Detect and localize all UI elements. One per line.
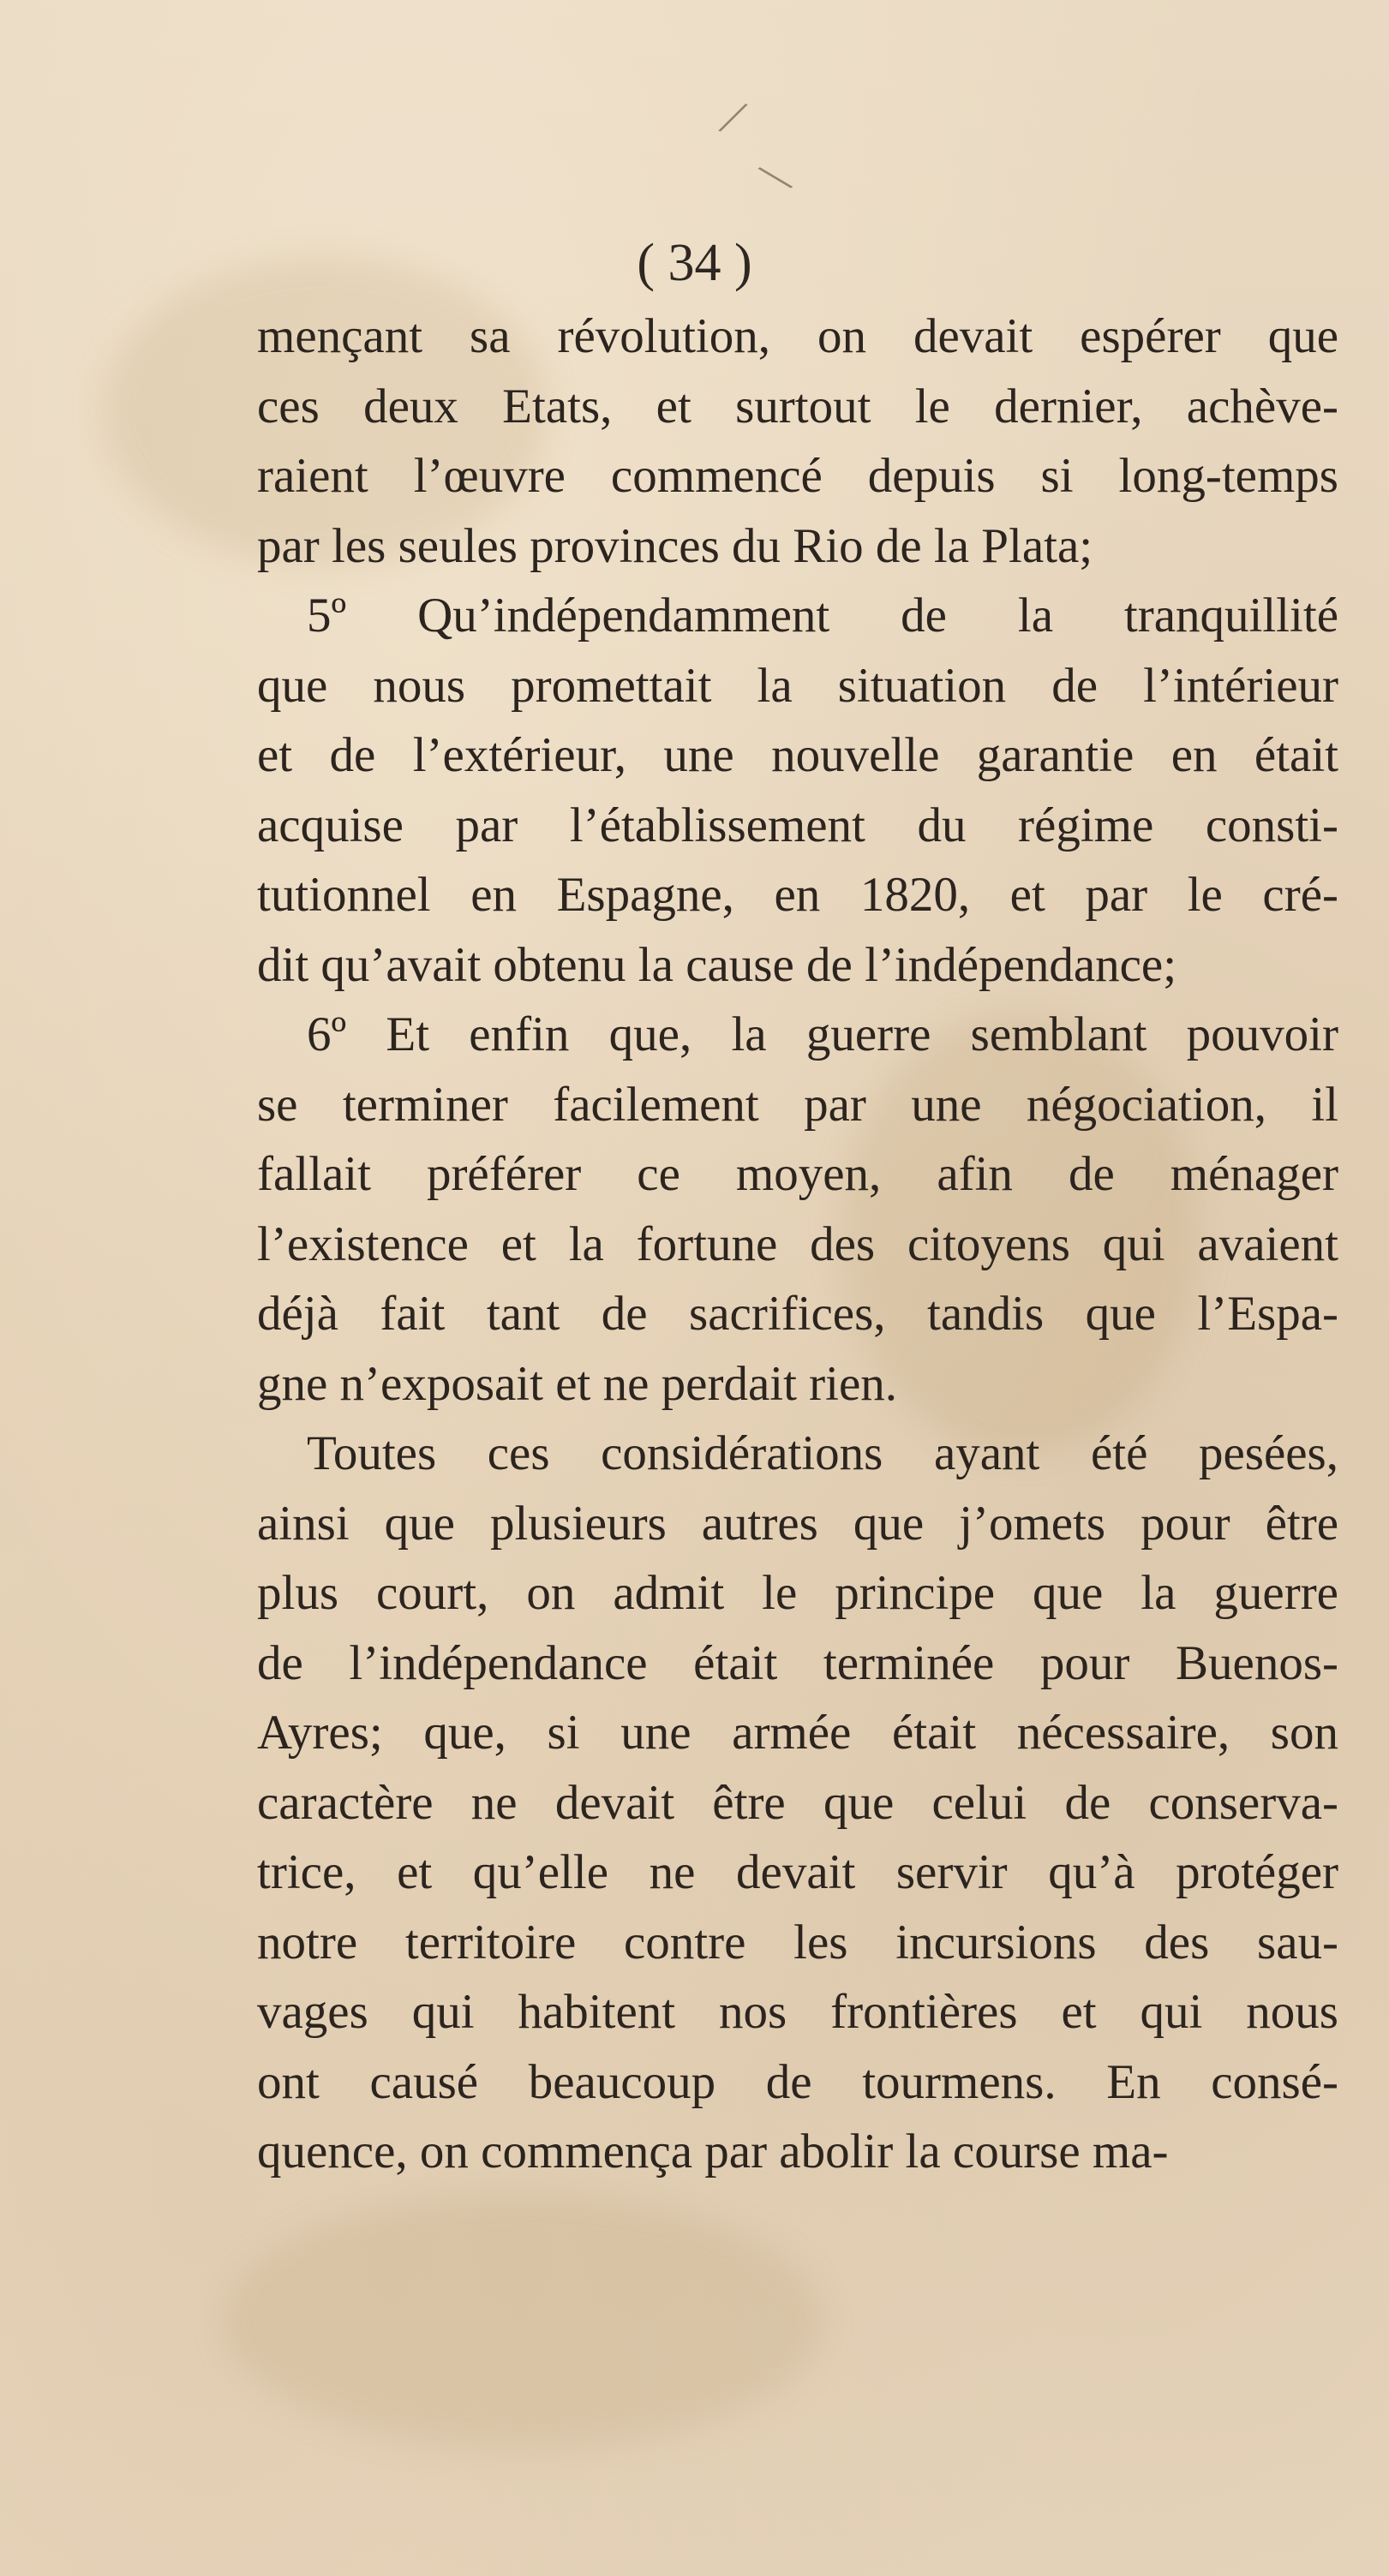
text-line: vages qui habitent nos frontières et qui nous [257, 1985, 1338, 2039]
text-line: trice, et qu’elle ne devait servir qu’à protéger [257, 1845, 1338, 1899]
body-text [257, 302, 1338, 2187]
text-line: dit qu’avait obtenu la cause de l’indépendance; [257, 937, 1177, 992]
text-line: tutionnel en Espagne, en 1820, et par le cré- [257, 868, 1338, 922]
text-line: se terminer facilement par une négociation, il [257, 1077, 1338, 1132]
text-line: ainsi que plusieurs autres que j’omets pour être [257, 1496, 1338, 1551]
text-line: plus court, on admit le principe que la guerre [257, 1566, 1338, 1620]
text-line: quence, on commença par abolir la course ma- [257, 2125, 1169, 2179]
text-line: et de l’extérieur, une nouvelle garantie en était [257, 728, 1338, 782]
text-line: déjà fait tant de sacrifices, tandis que l’Espa- [257, 1287, 1338, 1341]
text-line: par les seules provinces du Rio de la Plata; [257, 518, 1093, 573]
text-line: que nous promettait la situation de l’intérieur [257, 658, 1338, 713]
text-line: mençant sa révolution, on devait espérer que [257, 309, 1338, 363]
text-line: de l’indépendance était terminée pour Buenos- [257, 1635, 1338, 1690]
paper-stain [223, 2193, 823, 2450]
text-line: gne n’exposait et ne perdait rien. [257, 1356, 898, 1411]
text-line: l’existence et la fortune des citoyens qui avaient [257, 1216, 1338, 1271]
text-line: Toutes ces considérations ayant été pesées, [307, 1426, 1338, 1480]
text-line: 5º Qu’indépendamment de la tranquillité [307, 589, 1338, 643]
text-line: ont causé beaucoup de tourmens. En consé- [257, 2054, 1338, 2109]
page-number: ( 34 ) [637, 234, 752, 292]
paper-scratch-mark: ╱ [719, 99, 747, 138]
text-line: 6º Et enfin que, la guerre semblant pouvoir [307, 1007, 1338, 1061]
text-line: caractère ne devait être que celui de conserva- [257, 1775, 1338, 1830]
text-line: ces deux Etats, et surtout le dernier, achève- [257, 379, 1338, 433]
paper-scratch-mark: ╲ [758, 158, 793, 198]
text-line: raient l’œuvre commencé depuis si long-temps [257, 449, 1338, 503]
text-line: fallait préférer ce moyen, afin de ménager [257, 1147, 1338, 1201]
text-line: acquise par l’établissement du régime consti- [257, 798, 1338, 852]
text-line: Ayres; que, si une armée était nécessaire, son [257, 1706, 1338, 1760]
text-line: notre territoire contre les incursions des sau- [257, 1915, 1338, 1969]
